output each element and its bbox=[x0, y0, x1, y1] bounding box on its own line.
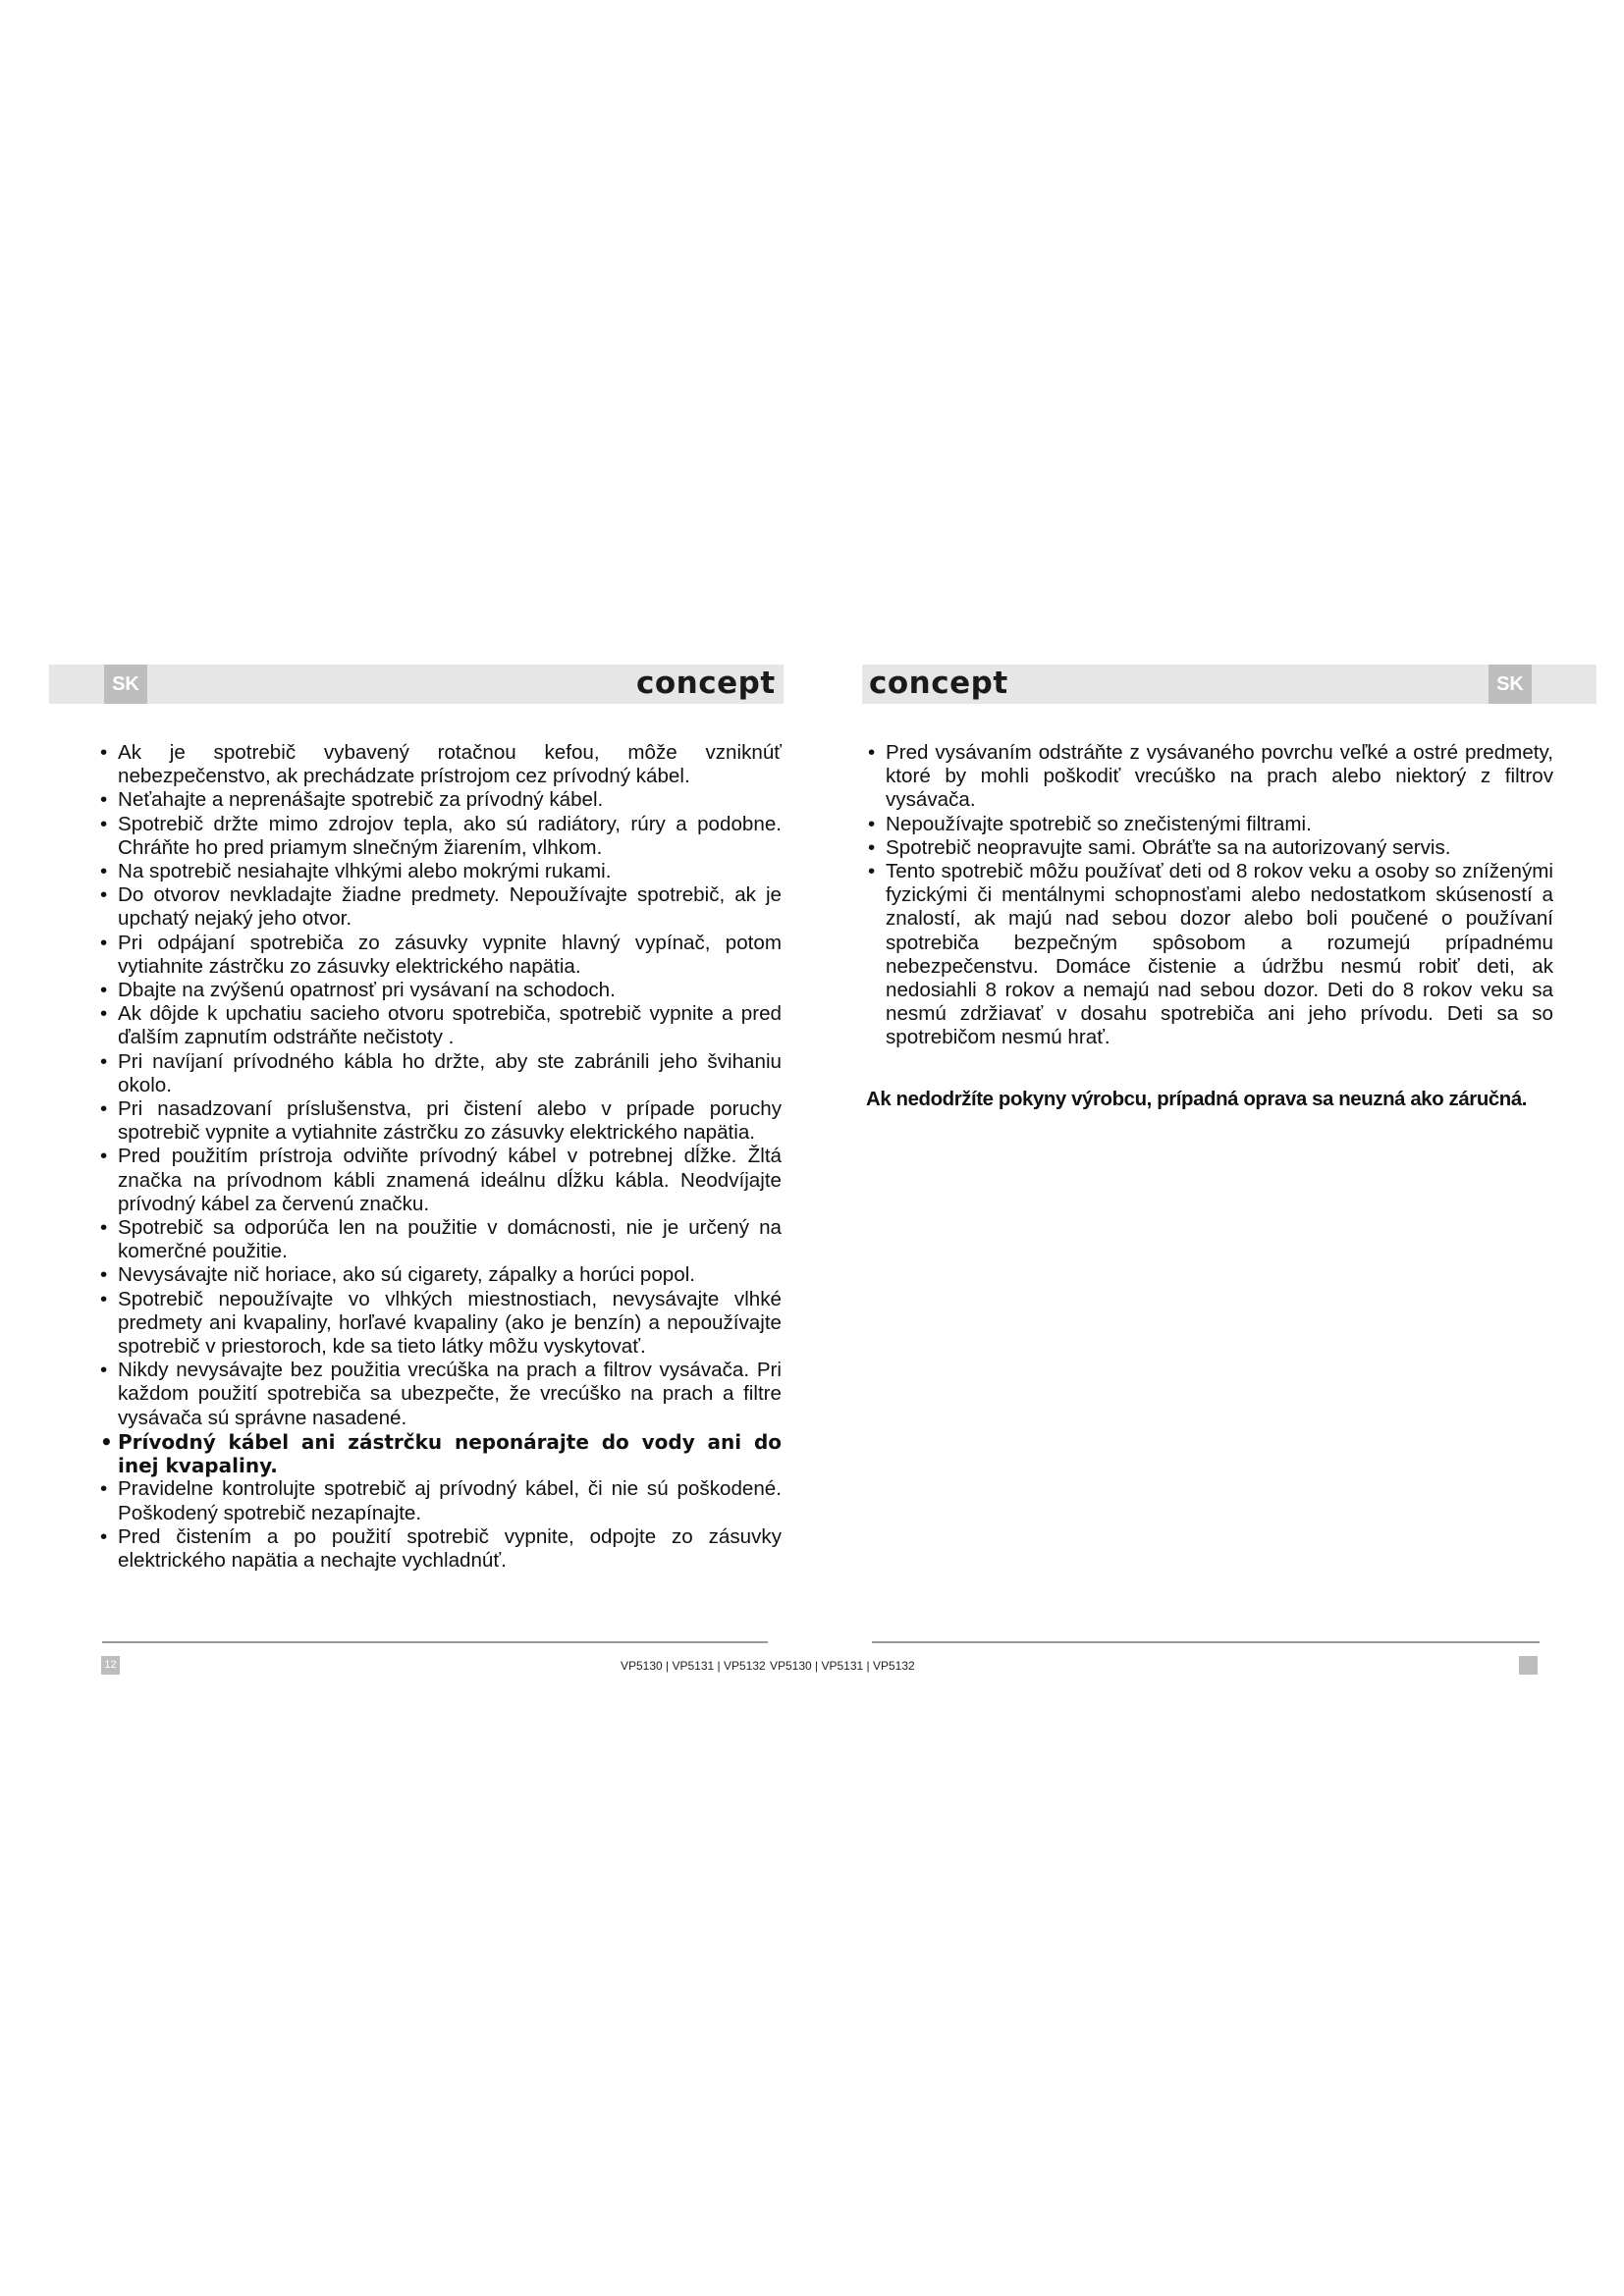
left-column bbox=[98, 741, 782, 1573]
brand-logo-right: concept bbox=[869, 666, 1008, 701]
list-item: • Pri odpájaní spotrebiča zo zásuvky vypnite hlavný vypínač, potom vytiahnite zástrčku zo zásuvky elektrického napätia. bbox=[98, 932, 782, 979]
footer-divider-right bbox=[872, 1641, 1540, 1643]
list-item: • Spotrebič držte mimo zdrojov tepla, ako sú radiátory, rúry a podobne. Chráňte ho pred priamym slnečným žiarením, vlhkom. bbox=[98, 813, 782, 860]
model-numbers-left: VP5130 | VP5131 | VP5132 bbox=[621, 1659, 766, 1673]
list-item: • Ak dôjde k upchatiu sacieho otvoru spotrebiča, spotrebič vypnite a pred ďalším zapnutím odstráňte nečistoty . bbox=[98, 1002, 782, 1049]
list-item: • Spotrebič neopravujte sami. Obráťte sa na autorizovaný servis. bbox=[866, 836, 1553, 860]
list-item: • Pri nasadzovaní príslušenstva, pri čistení alebo v prípade poruchy spotrebič vypnite a vytiahnite zástrčku zo zásuvky elektrického napätia. bbox=[98, 1097, 782, 1145]
language-tag-right: SK bbox=[1489, 665, 1532, 704]
list-item: • Pred čistením a po použití spotrebič vypnite, odpojte zo zásuvky elektrického napätia a nechajte vychladnúť. bbox=[98, 1525, 782, 1573]
page-number-box-right bbox=[1519, 1656, 1538, 1675]
list-item: • Spotrebič sa odporúča len na použitie v domácnosti, nie je určený na komerčné použitie. bbox=[98, 1216, 782, 1263]
brand-logo-left: concept bbox=[636, 666, 776, 701]
list-item: • Neťahajte a neprenášajte spotrebič za prívodný kábel. bbox=[98, 788, 782, 812]
list-item: • Do otvorov nevkladajte žiadne predmety. Nepoužívajte spotrebič, ak je upchatý nejaký jeho otvor. bbox=[98, 883, 782, 931]
page-number: 12 bbox=[101, 1656, 120, 1675]
list-item: • Nikdy nevysávajte bez použitia vrecúška na prach a filtrov vysávača. Pri každom použití spotrebiča sa ubezpečte, že vrecúško na prach a filtre vysávača sú správne nasadené. bbox=[98, 1359, 782, 1430]
list-item: • Tento spotrebič môžu používať deti od 8 rokov veku a osoby so zníženými fyzickými či mentálnymi schopnosťami alebo nedostatkom skúseností a znalostí, ak majú nad sebou dozor alebo boli poučené o používaní spotrebiča bezpečným spôsobom a rozumejú prípadnému nebezpečenstvu. Domáce čistenie a údržbu nesmú robiť deti, ak nedosiahli 8 rokov a nemajú nad sebou dozor. Deti do 8 rokov veku sa nesmú zdržiavať v dosahu spotrebiča ani jeho prívodu. Deti sa so spotrebičom nesmú hrať. bbox=[866, 860, 1553, 1050]
list-item: • Ak je spotrebič vybavený rotačnou kefou, môže vzniknúť nebezpečenstvo, ak prechádzate prístrojom cez prívodný kábel. bbox=[98, 741, 782, 788]
list-item: • Nevysávajte nič horiace, ako sú cigarety, zápalky a horúci popol. bbox=[98, 1263, 782, 1287]
list-item: • Na spotrebič nesiahajte vlhkými alebo mokrými rukami. bbox=[98, 860, 782, 883]
model-numbers-right: VP5130 | VP5131 | VP5132 bbox=[770, 1659, 915, 1673]
list-item: • Pred vysávaním odstráňte z vysávaného povrchu veľké a ostré predmety, ktoré by mohli poškodiť vrecúško na prach alebo niektorý z filtrov vysávača. bbox=[866, 741, 1553, 813]
list-item: • Pravidelne kontrolujte spotrebič aj prívodný kábel, či nie sú poškodené. Poškodený spotrebič nezapínajte. bbox=[98, 1477, 782, 1524]
list-item: • Pri navíjaní prívodného kábla ho držte, aby ste zabránili jeho švihaniu okolo. bbox=[98, 1050, 782, 1097]
list-item-bold-warning: • Prívodný kábel ani zástrčku neponárajte do vody ani do inej kvapaliny. bbox=[98, 1430, 782, 1477]
list-item: • Nepoužívajte spotrebič so znečistenými filtrami. bbox=[866, 813, 1553, 836]
language-tag-left: SK bbox=[104, 665, 147, 704]
safety-list-right bbox=[866, 741, 1553, 1050]
list-item: • Spotrebič nepoužívajte vo vlhkých miestnostiach, nevysávajte vlhké predmety ani kvapaliny, horľavé kvapaliny (ako je benzín) a nepoužívajte spotrebič v priestoroch, kde sa tieto látky môžu vyskytovať. bbox=[98, 1288, 782, 1360]
footer-divider-left bbox=[102, 1641, 768, 1643]
list-item: • Dbajte na zvýšenú opatrnosť pri vysávaní na schodoch. bbox=[98, 979, 782, 1002]
warranty-note: Ak nedodržíte pokyny výrobcu, prípadná oprava sa neuzná ako záručná. bbox=[866, 1088, 1528, 1110]
list-item: • Pred použitím prístroja odviňte prívodný kábel v potrebnej dĺžke. Žltá značka na prívodnom kábli znamená ideálnu dĺžku kábla. Neodvíjajte prívodný kábel za červenú značku. bbox=[98, 1145, 782, 1216]
safety-list-left bbox=[98, 741, 782, 1573]
right-column bbox=[866, 741, 1553, 1111]
